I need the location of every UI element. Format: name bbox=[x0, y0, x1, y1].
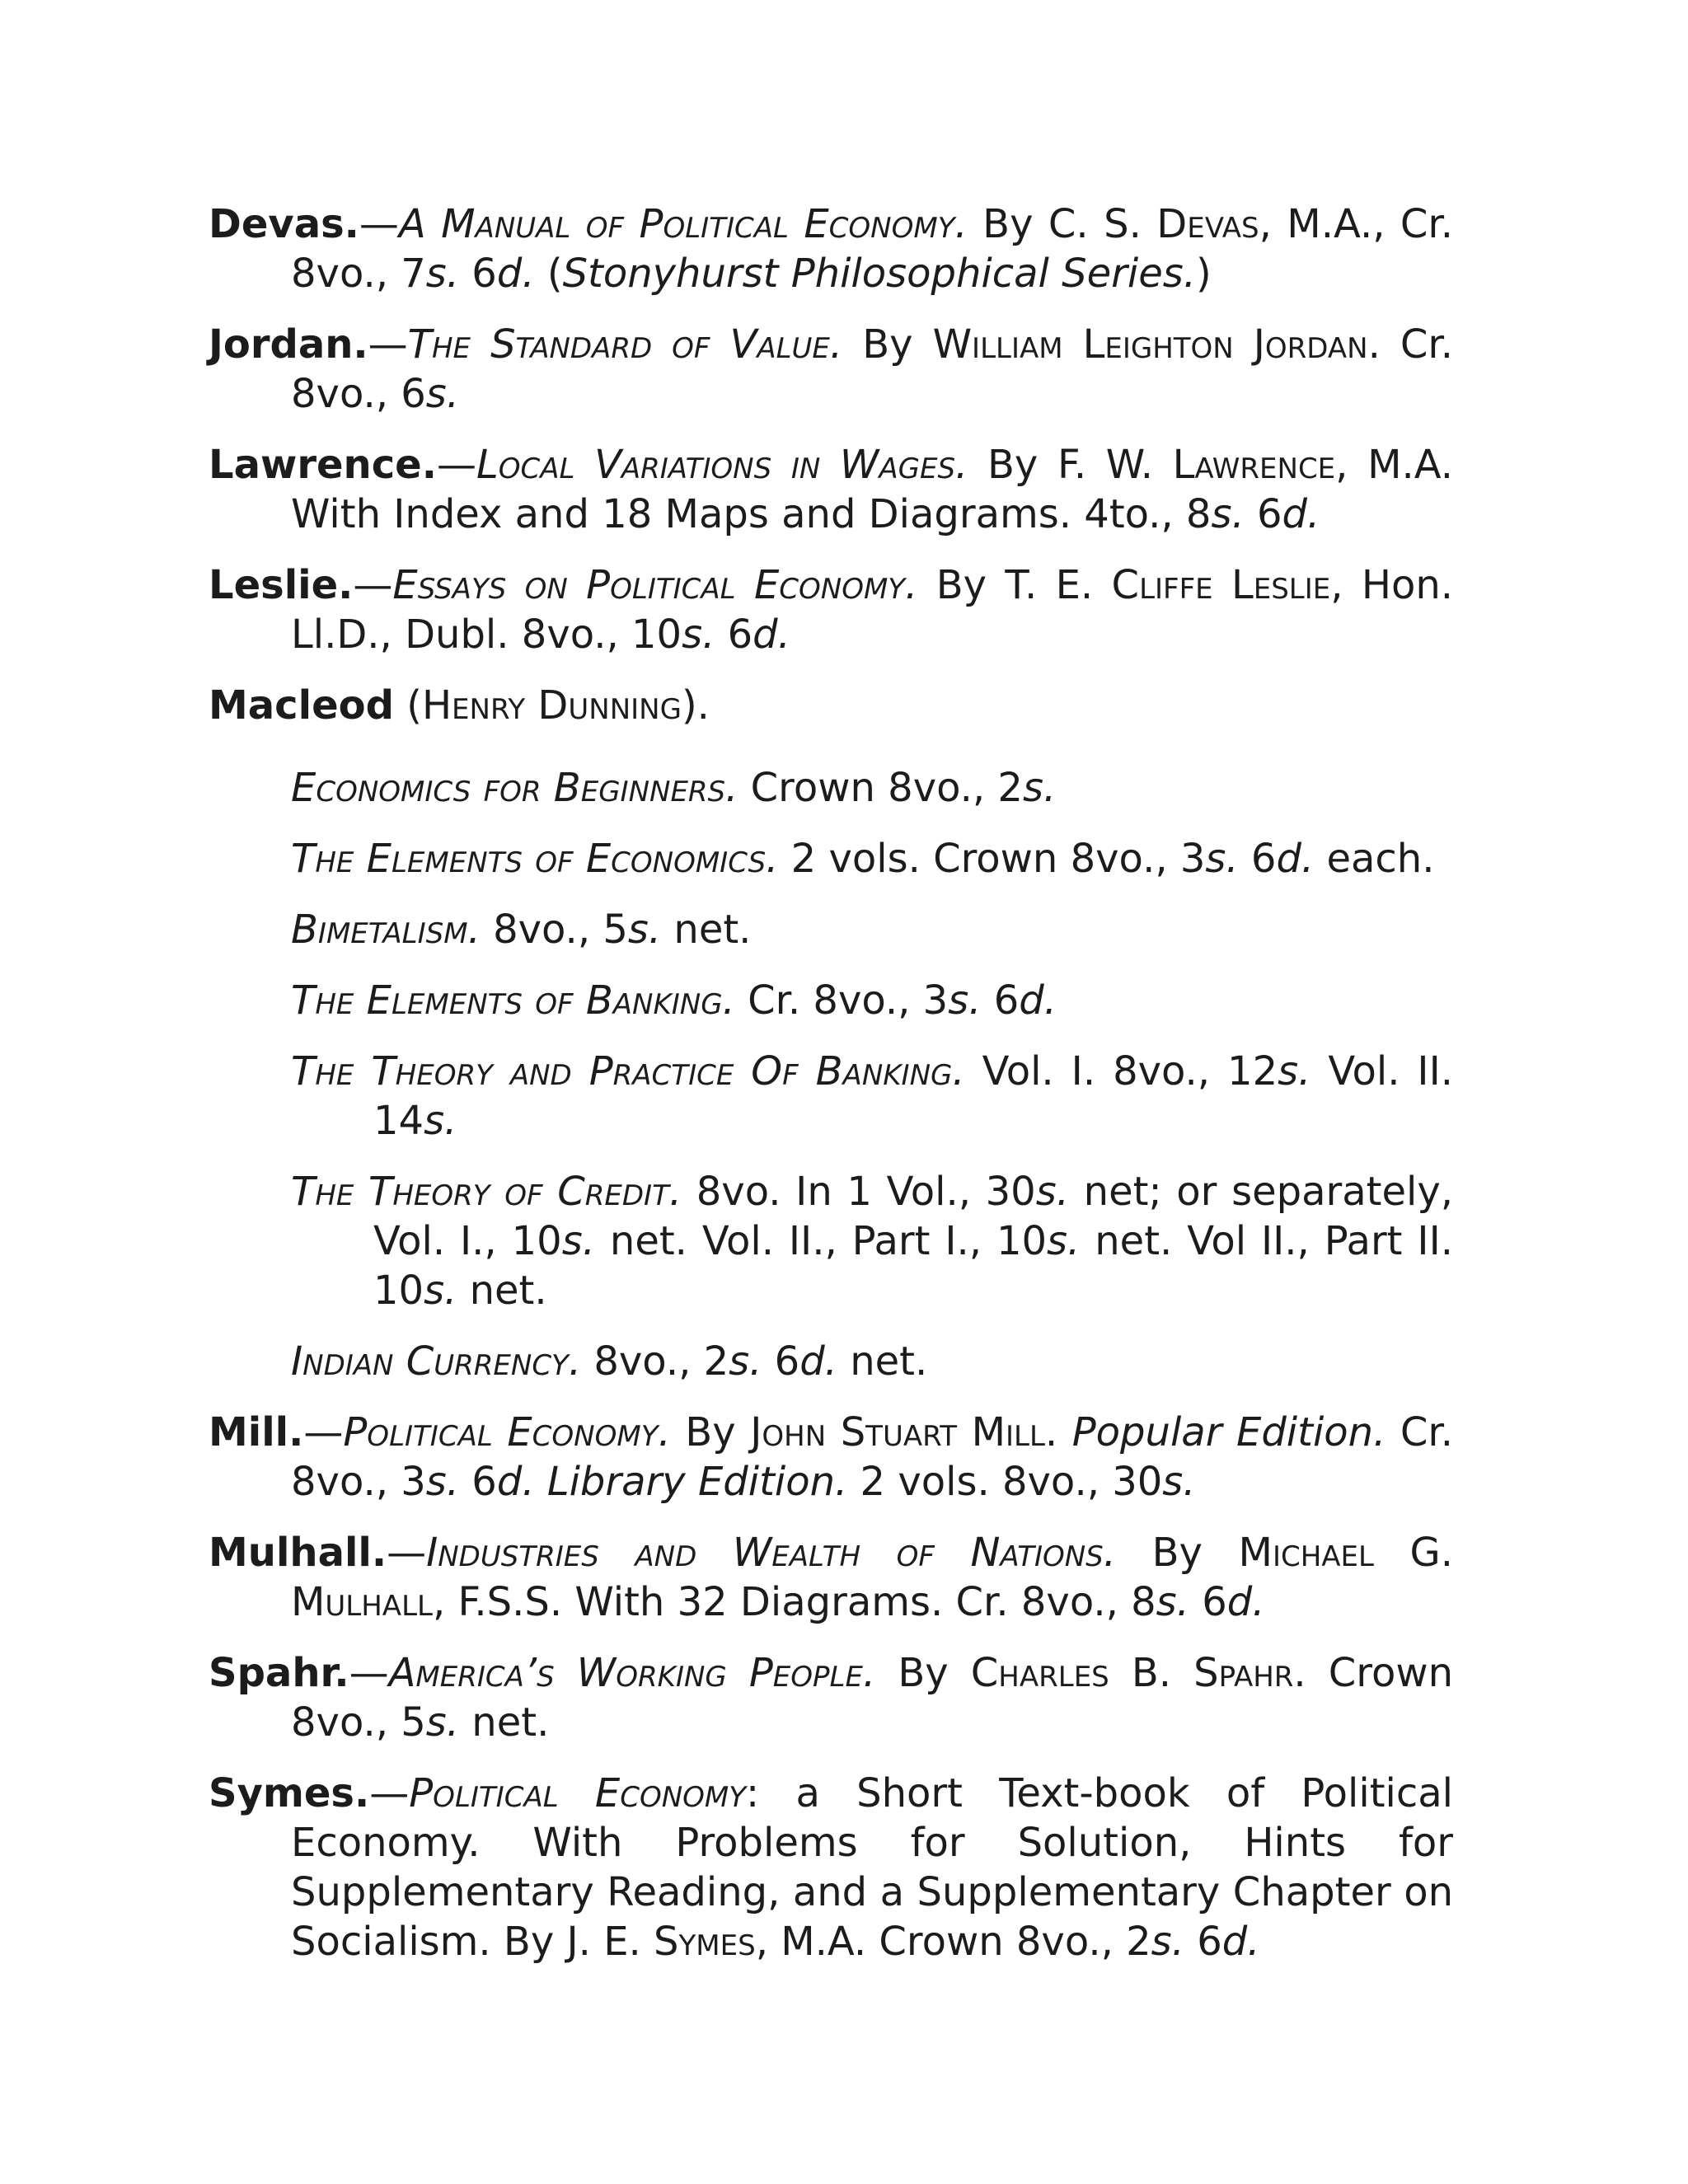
book-title: Industries and Wealth of Nations. bbox=[426, 1530, 1117, 1576]
edition-name: Library Edition. bbox=[546, 1459, 848, 1505]
entry-mulhall bbox=[209, 1528, 1453, 1627]
price-shillings: s. bbox=[627, 907, 662, 953]
edition-name: Popular Edition. bbox=[1071, 1409, 1386, 1455]
author-full-name: Devas bbox=[1156, 201, 1259, 247]
author-full-name: Henry Dunning bbox=[421, 682, 682, 729]
dash: — bbox=[359, 201, 399, 247]
price-shillings: s. bbox=[682, 612, 715, 658]
entry-mill bbox=[209, 1408, 1453, 1507]
author-name: Lawrence. bbox=[209, 442, 437, 488]
price-shillings: s. bbox=[424, 1268, 457, 1314]
by-text: By bbox=[670, 1409, 751, 1455]
price-pence: d. bbox=[496, 1459, 535, 1505]
space bbox=[535, 1459, 547, 1505]
author-full-name: Charles B. Spahr bbox=[970, 1650, 1294, 1696]
price-pence: d. bbox=[799, 1338, 837, 1385]
author-full-name: John Stuart Mill bbox=[750, 1409, 1045, 1455]
entry-spahr bbox=[209, 1648, 1453, 1747]
price-shillings: s. bbox=[1205, 836, 1239, 882]
book-title: Local Variations in Wages. bbox=[476, 442, 968, 488]
edition-details: 8vo. In 1 Vol., 30 bbox=[682, 1169, 1036, 1215]
book-title: Indian Currency. bbox=[291, 1338, 582, 1385]
price-part: 6 bbox=[1244, 491, 1282, 537]
edition-details: , Hon. Ll.D., Dubl. 8vo., 10 bbox=[291, 562, 1453, 658]
price-pence: d. bbox=[753, 612, 790, 658]
author-full-name: Symes bbox=[654, 1919, 756, 1965]
series-name: Stonyhurst Philosophical Series. bbox=[562, 251, 1196, 297]
macleod-work bbox=[291, 1047, 1453, 1146]
dash: — bbox=[436, 442, 476, 488]
price-shillings: s. bbox=[1022, 765, 1057, 811]
macleod-work bbox=[291, 905, 1453, 954]
edition-details: 8vo., 2 bbox=[581, 1338, 729, 1385]
price-part: 6 bbox=[981, 977, 1020, 1024]
paren: ( bbox=[393, 682, 422, 729]
price-part: 6 bbox=[1189, 1579, 1227, 1625]
by-text: By bbox=[967, 201, 1048, 247]
price-shillings: s. bbox=[948, 977, 982, 1024]
price-pence: d. bbox=[496, 251, 535, 297]
author-initials: C. S. bbox=[1048, 201, 1157, 247]
entry-lawrence bbox=[209, 440, 1453, 539]
author-name: Jordan. bbox=[209, 321, 368, 368]
edition-details: each. bbox=[1314, 836, 1435, 882]
book-title: Bimetalism. bbox=[291, 907, 481, 953]
edition-details: , M.A. With Index and 18 Maps and Diagrams. 4to., 8 bbox=[291, 442, 1454, 537]
price-part: 6 bbox=[715, 612, 753, 658]
edition-details: net; or separately, Vol. I., 10 bbox=[373, 1169, 1453, 1264]
edition-details: , F.S.S. With 32 Diagrams. Cr. 8vo., 8 bbox=[432, 1579, 1156, 1625]
author-name: Devas. bbox=[209, 201, 359, 247]
price-part: 6 bbox=[1184, 1919, 1222, 1965]
edition-details: Cr. 8vo., 3 bbox=[291, 1409, 1453, 1505]
author-name: Leslie. bbox=[209, 562, 354, 608]
book-title: The Elements of Banking. bbox=[291, 977, 735, 1024]
by-text: By bbox=[1116, 1530, 1239, 1576]
price-shillings: s. bbox=[1151, 1919, 1184, 1965]
author-full-name: William Leighton Jordan bbox=[932, 321, 1368, 368]
edition-details: Crown 8vo., 2 bbox=[738, 765, 1023, 811]
price-part: 6 bbox=[459, 1459, 497, 1505]
entry-jordan bbox=[209, 320, 1453, 419]
price-shillings: s. bbox=[1047, 1218, 1081, 1264]
catalogue-page bbox=[209, 199, 1453, 1988]
dash: — bbox=[349, 1650, 389, 1696]
price-part: 6 bbox=[459, 251, 497, 297]
edition-details: Vol. I. 8vo., 12 bbox=[964, 1048, 1278, 1094]
paren: ) bbox=[1195, 251, 1212, 297]
edition-details: net. Vol. II., Part I., 10 bbox=[594, 1218, 1048, 1264]
book-title: The Theory and Practice Of Banking. bbox=[291, 1048, 965, 1094]
price-shillings: s. bbox=[425, 251, 460, 297]
edition-details: , M.A., Cr. 8vo., 7 bbox=[291, 201, 1454, 297]
price-shillings: s. bbox=[729, 1338, 762, 1385]
price-pence: d. bbox=[1226, 1579, 1265, 1625]
price-shillings: s. bbox=[1278, 1048, 1311, 1094]
author-full-name: Lawrence bbox=[1172, 442, 1336, 488]
book-title: Political Economy. bbox=[343, 1409, 671, 1455]
edition-details: Cr. 8vo., 3 bbox=[734, 977, 949, 1024]
book-title: A Manual of Political Economy. bbox=[398, 201, 968, 247]
book-title: The Standard of Value. bbox=[407, 321, 843, 368]
book-title: The Elements of Economics. bbox=[291, 836, 779, 882]
edition-details: 2 vols. 8vo., 30 bbox=[847, 1459, 1163, 1505]
dash: — bbox=[369, 1770, 410, 1816]
price-shillings: s. bbox=[1035, 1169, 1069, 1215]
edition-details: Vol. II. 14 bbox=[373, 1048, 1454, 1144]
dash: — bbox=[353, 562, 393, 608]
book-title: The Theory of Credit. bbox=[291, 1169, 682, 1215]
price-shillings: s. bbox=[1211, 491, 1245, 537]
author-full-name: Michael G. Mulhall bbox=[291, 1530, 1453, 1625]
by-text: By bbox=[842, 321, 933, 368]
price-part: 6 bbox=[762, 1338, 800, 1385]
price-part: 6 bbox=[1238, 836, 1277, 882]
book-description: : a Short Text-book of Political Economy. With Problems for Solution, Hints for Supplementary Reading, and a Supplementary Chapter on Socialism. By J. E. bbox=[291, 1770, 1453, 1965]
author-name: Spahr. bbox=[209, 1650, 349, 1696]
author-name: Mulhall. bbox=[209, 1530, 387, 1576]
by-text: By F. W. bbox=[968, 442, 1173, 488]
paren: ). bbox=[681, 682, 710, 729]
price-pence: d. bbox=[1276, 836, 1315, 882]
price-shillings: s. bbox=[1156, 1579, 1189, 1625]
entry-macleod bbox=[209, 681, 1453, 730]
entry-leslie bbox=[209, 560, 1453, 659]
price-pence: d. bbox=[1019, 977, 1057, 1024]
by-text: By T. E. bbox=[917, 562, 1112, 608]
price-pence: d. bbox=[1221, 1919, 1260, 1965]
book-title: Political Economy bbox=[409, 1770, 747, 1816]
book-title: Essays on Political Economy. bbox=[392, 562, 918, 608]
edition-details: net. bbox=[837, 1338, 928, 1385]
edition-details: 8vo., 5 bbox=[480, 907, 628, 953]
macleod-work bbox=[291, 976, 1453, 1025]
macleod-work bbox=[291, 1337, 1453, 1386]
macleod-work bbox=[291, 1167, 1453, 1315]
entry-symes bbox=[209, 1769, 1453, 1966]
macleod-work bbox=[291, 763, 1453, 813]
author-full-name: Cliffe Leslie bbox=[1111, 562, 1331, 608]
edition-details: net. Vol II., Part II. 10 bbox=[373, 1218, 1454, 1314]
price-shillings: s. bbox=[425, 371, 460, 417]
edition-details: , M.A. Crown 8vo., 2 bbox=[755, 1919, 1151, 1965]
price-shillings: s. bbox=[425, 1459, 460, 1505]
edition-details: . Cr. 8vo., 6 bbox=[291, 321, 1453, 417]
by-text: By bbox=[875, 1650, 971, 1696]
dash: — bbox=[368, 321, 408, 368]
price-shillings: s. bbox=[561, 1218, 595, 1264]
edition-details: net. bbox=[459, 1699, 550, 1746]
book-title: America’s Working People. bbox=[388, 1650, 876, 1696]
edition-details: 2 vols. Crown 8vo., 3 bbox=[778, 836, 1206, 882]
author-name: Symes. bbox=[209, 1770, 370, 1816]
author-name: Mill. bbox=[209, 1409, 304, 1455]
book-title: Economics for Beginners. bbox=[291, 765, 738, 811]
price-shillings: s. bbox=[425, 1699, 460, 1746]
edition-details: net. bbox=[661, 907, 752, 953]
edition-details: net. bbox=[457, 1268, 547, 1314]
edition-details: . Crown 8vo., 5 bbox=[291, 1650, 1453, 1746]
price-shillings: s. bbox=[1162, 1459, 1196, 1505]
paren: ( bbox=[534, 251, 563, 297]
dash: — bbox=[387, 1530, 427, 1576]
price-pence: d. bbox=[1282, 491, 1320, 537]
macleod-work bbox=[291, 834, 1453, 883]
entry-devas bbox=[209, 199, 1453, 298]
dash: — bbox=[303, 1409, 344, 1455]
price-shillings: s. bbox=[424, 1098, 457, 1144]
punctuation: . bbox=[1044, 1409, 1072, 1455]
author-name: Macleod bbox=[209, 682, 394, 729]
